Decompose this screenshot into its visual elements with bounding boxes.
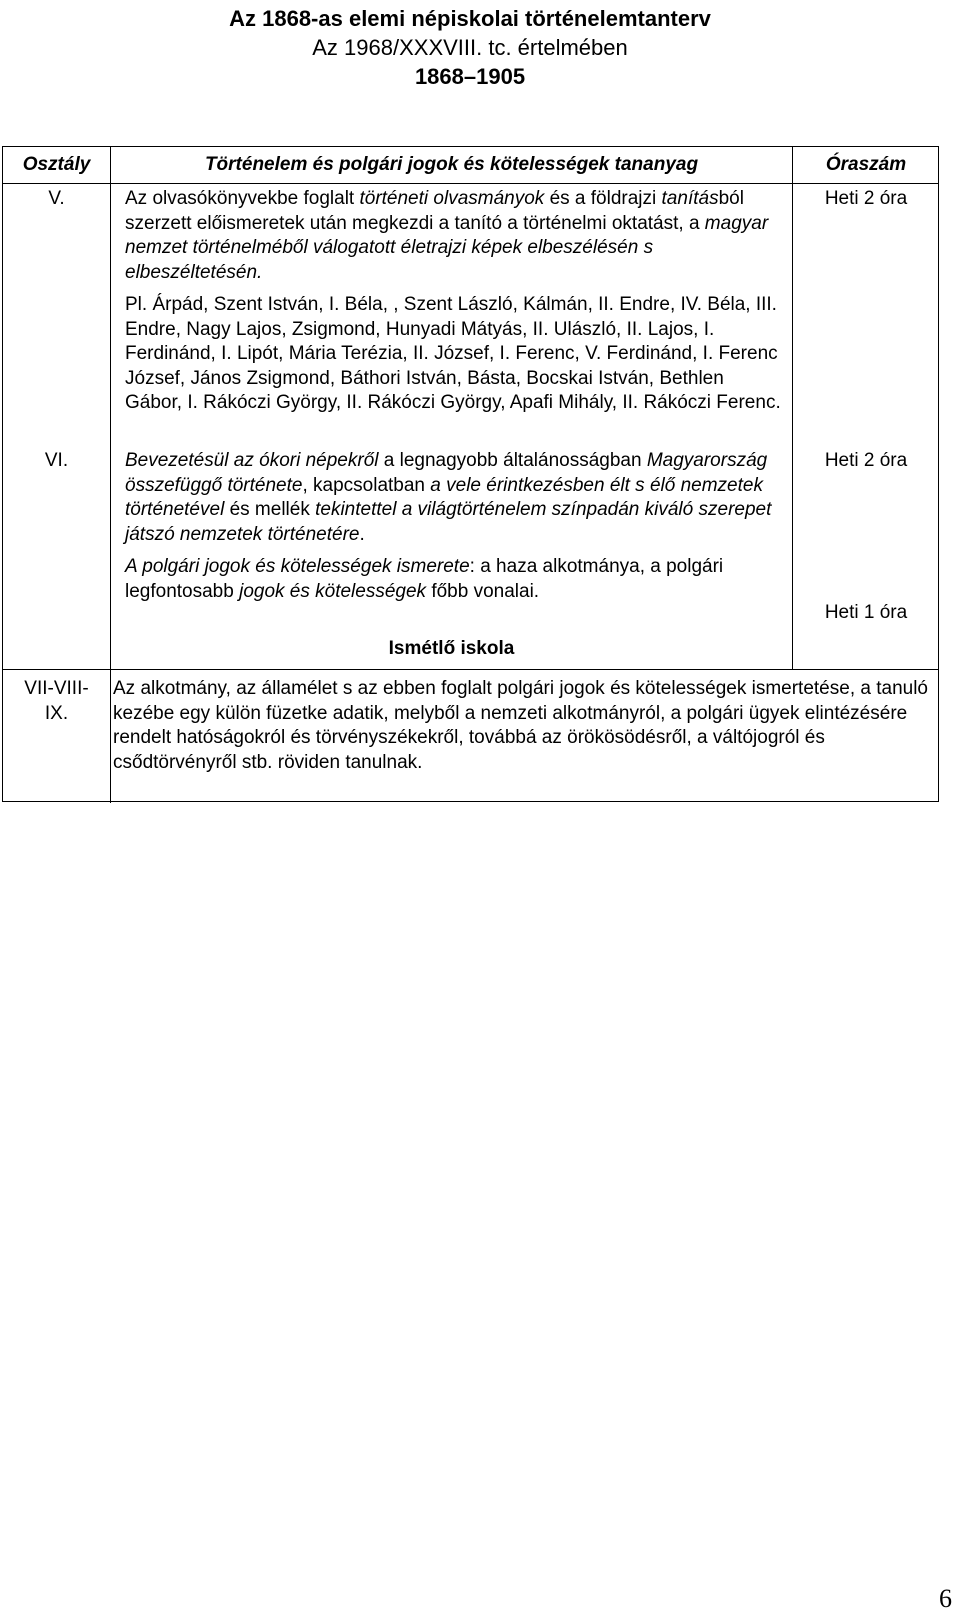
row-v-paragraph-2: Pl. Árpád, Szent István, I. Béla, , Szent László, Kálmán, II. Endre, IV. Béla, III. Endre, Nagy Lajos, Zsigmond, Hunyadi Mátyás, II. Ulászló, II. Lajos, I. Ferdinánd, I. Lipót, Mária Terézia, II. József, I. Ferenc, V. Ferdinánd, I. Ferenc József, János Zsigmond, Báthori István, Básta, Bocskai István, Bethlen Gábor, I. Rákóczi György, II. Rákóczi György, Apafi Mihály, II. Rákóczi Ferenc. xyxy=(125,294,781,413)
curriculum-table xyxy=(2,146,939,802)
row-v-hours: Heti 2 óra xyxy=(824,188,908,209)
row-vi-paragraph-2: A polgári jogok és kötelességek ismerete: a haza alkotmánya, a polgári legfontosabb jogok és kötelességek főbb vonalai. xyxy=(125,556,724,602)
row-vii-grade xyxy=(3,677,110,726)
row-vi-hours-1: Heti 2 óra xyxy=(824,450,908,471)
grade-column-rule xyxy=(110,147,111,669)
row-vii-grade-rule xyxy=(110,669,111,803)
row-vii-content: Az alkotmány, az államélet s az ebben foglalt polgári jogok és kötelességek ismertetése, a tanuló kezébe egy külön füzetke adatik, melyből a nemzeti alkotmányról, a polgári ügyek elintézésére rendelt hatóságokról és törvényszékekről, továbbá az örökösödésről, a váltójogról és csődtörvényről stb. röviden tanulnak. xyxy=(113,678,928,773)
header-rule xyxy=(3,183,938,184)
title-line-3: 1868–1905 xyxy=(414,64,526,89)
repeat-school-heading: Ismétlő iskola xyxy=(388,638,515,659)
row-vi-paragraph-1: Bevezetésül az ókori népekről a legnagyobb általánosságban Magyarország összefüggő története, kapcsolatban a vele érintkezésben élt s élő nemzetek történetével és mellék tekintettel a világtörténelem színpadán kiváló szerepet játszó nemzetek történetére. xyxy=(125,450,772,545)
header-grade: Osztály xyxy=(22,154,91,175)
row-vi-grade: VI. xyxy=(44,450,69,471)
header-subject: Történelem és polgári jogok és kötelességek tananyag xyxy=(204,154,699,175)
row-v-paragraph-1: Az olvasókönyvekbe foglalt történeti olvasmányok és a földrajzi tanításból szerzett előismeretek után megkezdi a tanító a történelmi oktatást, a magyar nemzet történelméből válogatott életrajzi képek elbeszélésén s elbeszéltetésén. xyxy=(125,188,769,283)
repeat-school-rule xyxy=(3,669,938,670)
hours-column-rule xyxy=(792,147,793,669)
row-v-content xyxy=(125,187,785,416)
row-v-grade: V. xyxy=(48,188,65,209)
row-vi-hours-2: Heti 1 óra xyxy=(824,602,908,623)
row-vii-grade-line-1: VII-VIII- xyxy=(24,678,89,699)
page-number: 6 xyxy=(939,1584,952,1613)
title-line-1: Az 1868-as elemi népiskolai történelemtanterv xyxy=(229,6,711,31)
row-vi-content xyxy=(125,449,785,604)
document-title xyxy=(0,4,940,91)
title-line-2: Az 1968/XXXVIII. tc. értelmében xyxy=(312,35,628,60)
row-vii-grade-line-2: IX. xyxy=(44,702,69,724)
header-hours: Óraszám xyxy=(825,154,907,175)
